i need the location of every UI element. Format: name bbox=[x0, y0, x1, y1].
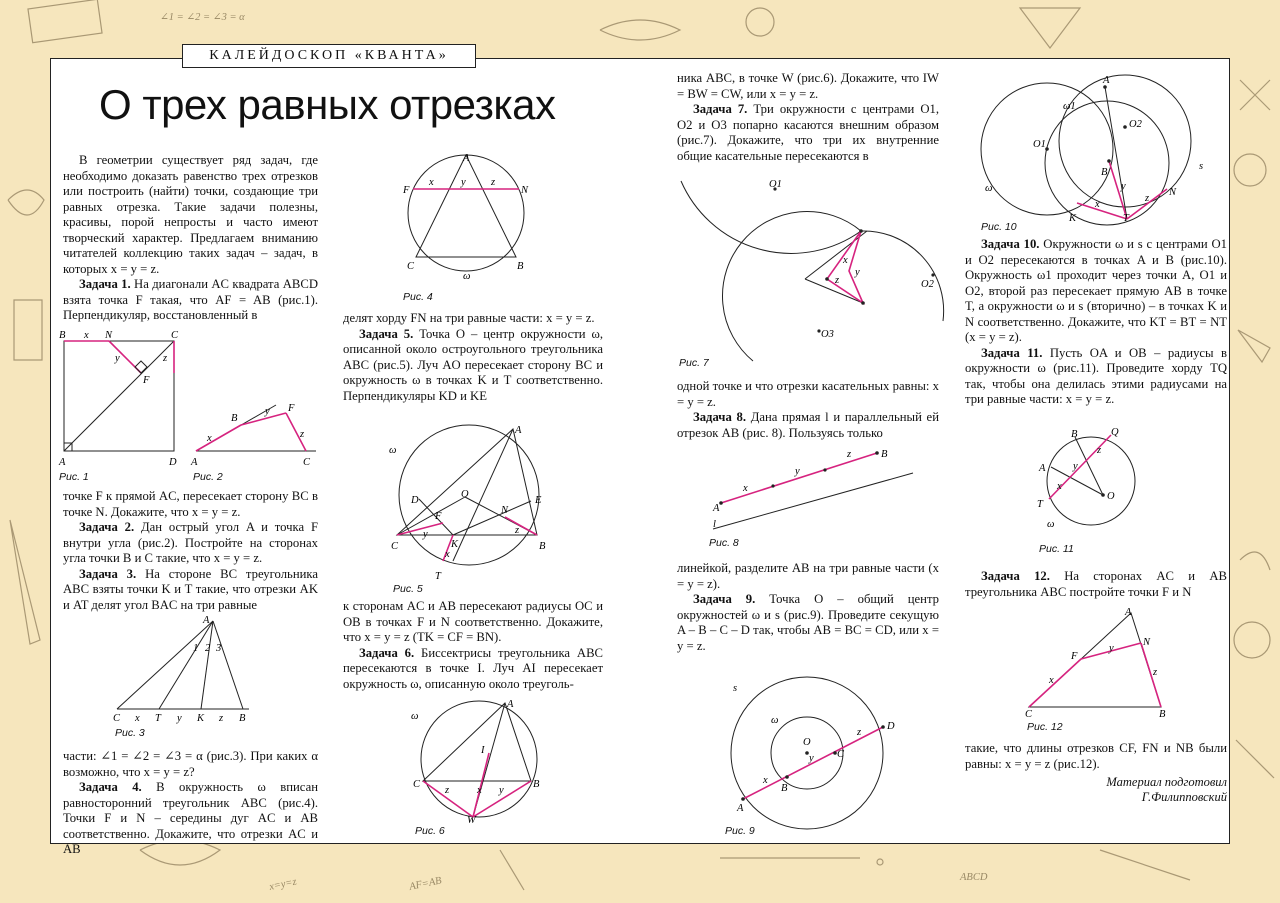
fig10-label-K: K bbox=[1069, 213, 1077, 224]
problem-11-text bbox=[965, 346, 1227, 408]
figure-5 bbox=[387, 421, 557, 585]
bg-equation-xyz: x=y=z bbox=[268, 876, 298, 893]
fig11-label-T: T bbox=[1037, 499, 1043, 510]
problem-2-heading: Задача 2. bbox=[79, 520, 135, 534]
figure-3 bbox=[109, 615, 259, 725]
figure-6-caption: Рис. 6 bbox=[415, 825, 445, 837]
figure-11 bbox=[1035, 425, 1145, 535]
fig10-label-O2: O2 bbox=[1129, 119, 1142, 130]
fig9-label-C: C bbox=[837, 749, 845, 760]
problem-7-body: Три окружности с центрами O1, O2 и O3 попарно касаются внешним образом (рис.7). Докажите, что три их внутренние общие касательные пересекаются в bbox=[677, 102, 939, 163]
problem-10-heading: Задача 10. bbox=[981, 237, 1040, 251]
fig8-label-B: B bbox=[881, 449, 888, 460]
fig10-label-x: x bbox=[1095, 199, 1100, 210]
problem-4-text bbox=[63, 780, 318, 858]
fig9-label-z: z bbox=[857, 727, 862, 738]
fig5-label-A: A bbox=[515, 425, 522, 436]
problem-1-body: На диагонали AC квадрата ABCD взята точка F такая, что AF = AB (рис.1). Перпендикуляр, восстановленный в bbox=[63, 277, 319, 322]
figure-1-caption: Рис. 1 bbox=[59, 471, 89, 483]
problem-8-cont: линейкой, разделите AB на три равные части (x = y = z). bbox=[677, 561, 939, 591]
figure-10 bbox=[975, 73, 1215, 223]
problem-10-body: Окружности ω и s с центрами O1 и O2 пересекаются в точках A и B (рис.10). Окружность ω1 проходит через точки A, O1 и O2, второй раз пересекает прямую AB в точке T, а окружности ω и s (вторично) – в точках K и N соответственно. Докажите, что KT = BT = NT (x = y = z). bbox=[965, 237, 1228, 344]
fig2-label-F: F bbox=[288, 403, 295, 414]
fig2-label-A: A bbox=[191, 457, 198, 468]
fig3-angle-3: 3 bbox=[216, 643, 222, 654]
column-4-bottom bbox=[965, 741, 1227, 772]
fig9-label-B: B bbox=[781, 783, 788, 794]
figure-7-caption: Рис. 7 bbox=[679, 357, 709, 369]
problem-10-text bbox=[965, 237, 1227, 346]
credit-line-1: Материал подготовил bbox=[1106, 775, 1227, 789]
fig5-label-K: K bbox=[451, 539, 459, 550]
fig12-label-y: y bbox=[1109, 643, 1114, 654]
fig9-label-D: D bbox=[887, 721, 895, 732]
fig10-label-s: s bbox=[1199, 161, 1204, 172]
fig10-label-y: y bbox=[1121, 181, 1126, 192]
column-1-top bbox=[63, 153, 318, 324]
problem-9-heading: Задача 9. bbox=[693, 592, 756, 606]
fig10-label-A: A bbox=[1103, 75, 1110, 86]
fig9-label-A: A bbox=[737, 803, 744, 814]
fig4-label-x: x bbox=[429, 177, 434, 188]
problem-11-heading: Задача 11. bbox=[981, 345, 1043, 360]
fig5-label-omega: ω bbox=[389, 445, 397, 456]
problem-3-heading: Задача 3. bbox=[79, 566, 137, 581]
fig7-label-O1: O1 bbox=[769, 179, 782, 190]
fig4-label-B: B bbox=[517, 261, 524, 272]
figure-7 bbox=[677, 171, 947, 361]
fig2-label-x: x bbox=[207, 433, 212, 444]
problem-7-cont: одной точке и что отрезки касательных равны: x = y = z. bbox=[677, 379, 939, 409]
fig9-label-x: x bbox=[763, 775, 768, 786]
fig1-label-B: B bbox=[59, 330, 66, 341]
fig11-label-x: x bbox=[1057, 481, 1062, 492]
fig6-label-C: C bbox=[413, 779, 421, 790]
fig11-label-B: B bbox=[1071, 429, 1078, 440]
fig5-label-y: y bbox=[423, 529, 428, 540]
fig7-label-y: y bbox=[855, 267, 860, 278]
problem-3-cont: части: ∠1 = ∠2 = ∠3 = α (рис.3). При каких α возможно, что x = y = z? bbox=[63, 749, 318, 779]
fig9-label-s: s bbox=[733, 683, 738, 694]
fig6-label-z: z bbox=[445, 785, 450, 796]
fig3-label-z: z bbox=[219, 713, 224, 724]
fig5-label-F: F bbox=[435, 511, 442, 522]
fig1-label-x: x bbox=[84, 330, 89, 341]
fig4-label-A: A bbox=[463, 153, 470, 164]
fig8-label-A: A bbox=[713, 503, 720, 514]
figure-12 bbox=[1021, 607, 1171, 720]
fig4-label-omega: ω bbox=[463, 271, 471, 282]
fig5-label-E: E bbox=[535, 495, 542, 506]
fig10-label-omega1: ω1 bbox=[1063, 101, 1076, 112]
fig7-label-O2: O2 bbox=[921, 279, 934, 290]
bg-equation-afab: AF=AB bbox=[408, 875, 443, 893]
problem-5-body: Точка O – центр окружности ω, описанной около остроугольного треугольника ABC (рис.5). Луч AO пересекает сторону BC и окружность ω в точках K и T соответственно. Перпендикуляры KD и KE bbox=[343, 326, 603, 403]
problem-12-cont: такие, что длины отрезков CF, FN и NB были равны: x = y = z (рис.12). bbox=[965, 741, 1227, 771]
figure-1 bbox=[59, 331, 189, 471]
fig2-label-B: B bbox=[231, 413, 238, 424]
fig5-label-N: N bbox=[501, 505, 509, 516]
problem-9-body: Точка O – общий центр окружностей ω и s (рис.9). Проведите секущую A – B – C – D так, чтобы AB = BC = CD, или x = y = z. bbox=[677, 592, 940, 653]
figure-2-caption: Рис. 2 bbox=[193, 471, 223, 483]
fig12-label-C: C bbox=[1025, 709, 1033, 720]
figure-9 bbox=[729, 683, 909, 823]
problem-12-body: На сторонах AC и AB треугольника ABC постройте точки F и N bbox=[965, 569, 1227, 599]
column-4-top bbox=[965, 237, 1227, 408]
problem-7-text bbox=[677, 102, 939, 164]
column-3-bottom bbox=[677, 561, 939, 654]
problem-6-heading: Задача 6. bbox=[359, 645, 415, 660]
figure-4-caption: Рис. 4 bbox=[403, 291, 433, 303]
problem-1-cont: точке F к прямой AC, пересекает сторону BC в точке N. Докажите, что x = y = z. bbox=[63, 489, 318, 519]
fig3-label-K: K bbox=[197, 713, 205, 724]
article-page bbox=[50, 58, 1230, 856]
fig6-label-B: B bbox=[533, 779, 540, 790]
fig6-label-x: x bbox=[477, 785, 482, 796]
fig9-label-O: O bbox=[803, 737, 811, 748]
column-2-top bbox=[343, 311, 603, 404]
problem-5-text bbox=[343, 327, 603, 405]
problem-2-text bbox=[63, 520, 318, 567]
fig5-label-O: O bbox=[461, 489, 469, 500]
problem-4-heading: Задача 4. bbox=[79, 780, 142, 794]
fig11-label-A: A bbox=[1039, 463, 1046, 474]
problem-6-cont: ника ABC, в точке W (рис.6). Докажите, что IW = BW = CW, или x = y = z. bbox=[677, 71, 939, 101]
fig1-label-F: F bbox=[143, 375, 150, 386]
fig10-label-B: B bbox=[1101, 167, 1108, 178]
fig11-label-y: y bbox=[1073, 461, 1078, 472]
figure-8-caption: Рис. 8 bbox=[709, 537, 739, 549]
fig3-label-y: y bbox=[177, 713, 182, 724]
figure-12-caption: Рис. 12 bbox=[1027, 721, 1063, 733]
fig6-label-y: y bbox=[499, 785, 504, 796]
credit-author: Г.Филипповский bbox=[1141, 790, 1227, 804]
fig10-label-z: z bbox=[1145, 193, 1150, 204]
fig9-label-y: y bbox=[809, 753, 814, 764]
fig5-label-B: B bbox=[539, 541, 546, 552]
fig6-label-W: W bbox=[467, 815, 476, 826]
problem-2-body: Дан острый угол A и точка F внутри угла (рис.2). Постройте на сторонах угла точки B и C такие, что x = y = z. bbox=[63, 520, 319, 565]
column-1-bottom bbox=[63, 749, 318, 858]
fig9-label-omega: ω bbox=[771, 715, 779, 726]
fig5-label-T: T bbox=[435, 571, 441, 582]
fig6-label-A: A bbox=[507, 699, 514, 710]
fig1-label-C: C bbox=[171, 330, 179, 341]
fig6-label-I: I bbox=[481, 745, 485, 756]
figure-8 bbox=[707, 443, 927, 533]
problem-12-text bbox=[965, 569, 1227, 600]
fig11-label-omega: ω bbox=[1047, 519, 1055, 530]
problem-11-body: Пусть OA и OB – радиусы в окружности ω (рис.11). Проведите хорду TQ так, чтобы она делилась этими радиусами на три равные части: x = y = z. bbox=[965, 345, 1228, 406]
column-3-middle bbox=[677, 379, 939, 441]
fig4-label-y: y bbox=[461, 177, 466, 188]
fig4-label-N: N bbox=[521, 185, 529, 196]
figure-6 bbox=[409, 695, 549, 825]
fig12-label-N: N bbox=[1143, 637, 1151, 648]
fig3-label-B: B bbox=[239, 713, 246, 724]
fig3-angle-1: 1 bbox=[193, 643, 199, 654]
fig5-label-C: C bbox=[391, 541, 399, 552]
figure-2 bbox=[191, 399, 321, 469]
fig5-label-z: z bbox=[515, 525, 520, 536]
column-3-top bbox=[677, 71, 939, 164]
problem-5-heading: Задача 5. bbox=[359, 326, 414, 341]
fig7-label-z: z bbox=[835, 275, 840, 286]
fig1-label-y: y bbox=[115, 353, 120, 364]
fig7-label-x: x bbox=[843, 255, 848, 266]
problem-8-text bbox=[677, 410, 939, 441]
fig6-label-omega: ω bbox=[411, 711, 419, 722]
fig11-label-z: z bbox=[1097, 445, 1102, 456]
fig10-label-omega: ω bbox=[985, 183, 993, 194]
fig2-label-y: y bbox=[265, 406, 270, 417]
fig3-label-C: C bbox=[113, 713, 121, 724]
fig10-label-N: N bbox=[1169, 187, 1177, 198]
fig1-label-z: z bbox=[163, 353, 168, 364]
fig2-label-C: C bbox=[303, 457, 311, 468]
fig10-label-T: T bbox=[1123, 213, 1129, 224]
fig12-label-z: z bbox=[1153, 667, 1158, 678]
fig8-label-z: z bbox=[847, 449, 852, 460]
fig8-label-y: y bbox=[795, 466, 800, 477]
fig12-label-F: F bbox=[1071, 651, 1078, 662]
problem-4-body: В окружность ω вписан равносторонний треугольник ABC (рис.4). Точки F и N – середины дуг AC и AB соответственно. Докажите, что отрезки AC и AB bbox=[63, 780, 318, 856]
fig4-label-z: z bbox=[491, 177, 496, 188]
fig3-label-A: A bbox=[203, 615, 210, 626]
problem-4-cont: делят хорду FN на три равные части: x = y = z. bbox=[343, 311, 595, 325]
fig3-label-T: T bbox=[155, 713, 161, 724]
column-4-middle bbox=[965, 569, 1227, 600]
fig11-label-O: O bbox=[1107, 491, 1115, 502]
problem-8-heading: Задача 8. bbox=[693, 410, 746, 424]
fig3-label-x: x bbox=[135, 713, 140, 724]
author-credit bbox=[965, 775, 1227, 805]
fig4-label-F: F bbox=[403, 185, 410, 196]
bg-equation-angles: ∠1 = ∠2 = ∠3 = α bbox=[160, 12, 245, 23]
bg-equation-abcd: ABCD bbox=[960, 872, 988, 883]
intro-paragraph: В геометрии существует ряд задач, где необходимо доказать равенство трех отрезков или построить (найти) точки, создающие три равных отрезка. Такие задачи полезны, красивы, порой непросты и часто имеют творческий характер. Предлагаем вниманию читателей коллекцию таких задач – задач, в которых x = y = z. bbox=[63, 153, 318, 276]
fig1-label-N: N bbox=[105, 330, 113, 341]
fig8-label-x: x bbox=[743, 483, 748, 494]
fig8-label-l: l bbox=[713, 519, 716, 530]
figure-11-caption: Рис. 11 bbox=[1039, 543, 1074, 555]
fig1-label-D: D bbox=[169, 457, 177, 468]
problem-1-text bbox=[63, 277, 318, 324]
fig5-label-D: D bbox=[411, 495, 419, 506]
fig12-label-A: A bbox=[1125, 607, 1132, 618]
problem-3-body: На стороне BC треугольника ABC взяты точки K и T такие, что отрезки AK и AT делят угол BAC на три равные bbox=[63, 566, 318, 612]
article-title: О трех равных отрезках bbox=[99, 81, 556, 128]
fig11-label-Q: Q bbox=[1111, 427, 1119, 438]
fig2-label-z: z bbox=[300, 429, 305, 440]
rubric-header: КАЛЕЙДОСКОП «КВАНТА» bbox=[182, 44, 476, 68]
figure-5-caption: Рис. 5 bbox=[393, 583, 423, 595]
fig10-label-O1: O1 bbox=[1033, 139, 1046, 150]
figure-4 bbox=[401, 153, 531, 283]
fig12-label-B: B bbox=[1159, 709, 1166, 720]
fig7-label-O3: O3 bbox=[821, 329, 834, 340]
problem-6-text bbox=[343, 646, 603, 693]
fig12-label-x: x bbox=[1049, 675, 1054, 686]
fig5-label-x: x bbox=[445, 549, 450, 560]
figure-3-caption: Рис. 3 bbox=[115, 727, 145, 739]
problem-7-heading: Задача 7. bbox=[693, 102, 748, 116]
fig3-angle-2: 2 bbox=[205, 643, 211, 654]
problem-5-cont: к сторонам AC и AB пересекают радиусы OC и OB в точках F и N соответственно. Докажите, что x = y = z (TK = CF = BN). bbox=[343, 599, 603, 644]
figure-9-caption: Рис. 9 bbox=[725, 825, 755, 837]
column-1-middle bbox=[63, 489, 318, 613]
problem-8-body: Дана прямая l и параллельный ей отрезок AB (рис. 8). Пользуясь только bbox=[677, 410, 939, 440]
problem-9-text bbox=[677, 592, 939, 654]
problem-3-text bbox=[63, 567, 318, 614]
fig4-label-C: C bbox=[407, 261, 415, 272]
problem-1-heading: Задача 1. bbox=[79, 277, 131, 291]
figure-10-caption: Рис. 10 bbox=[981, 221, 1017, 233]
column-2-middle bbox=[343, 599, 603, 692]
problem-12-heading: Задача 12. bbox=[981, 569, 1050, 583]
fig1-label-A: A bbox=[59, 457, 66, 468]
problem-6-body: Биссектрисы треугольника ABC пересекаются в точке I. Луч AI пересекает окружность ω, описанную около треуголь- bbox=[343, 645, 604, 691]
